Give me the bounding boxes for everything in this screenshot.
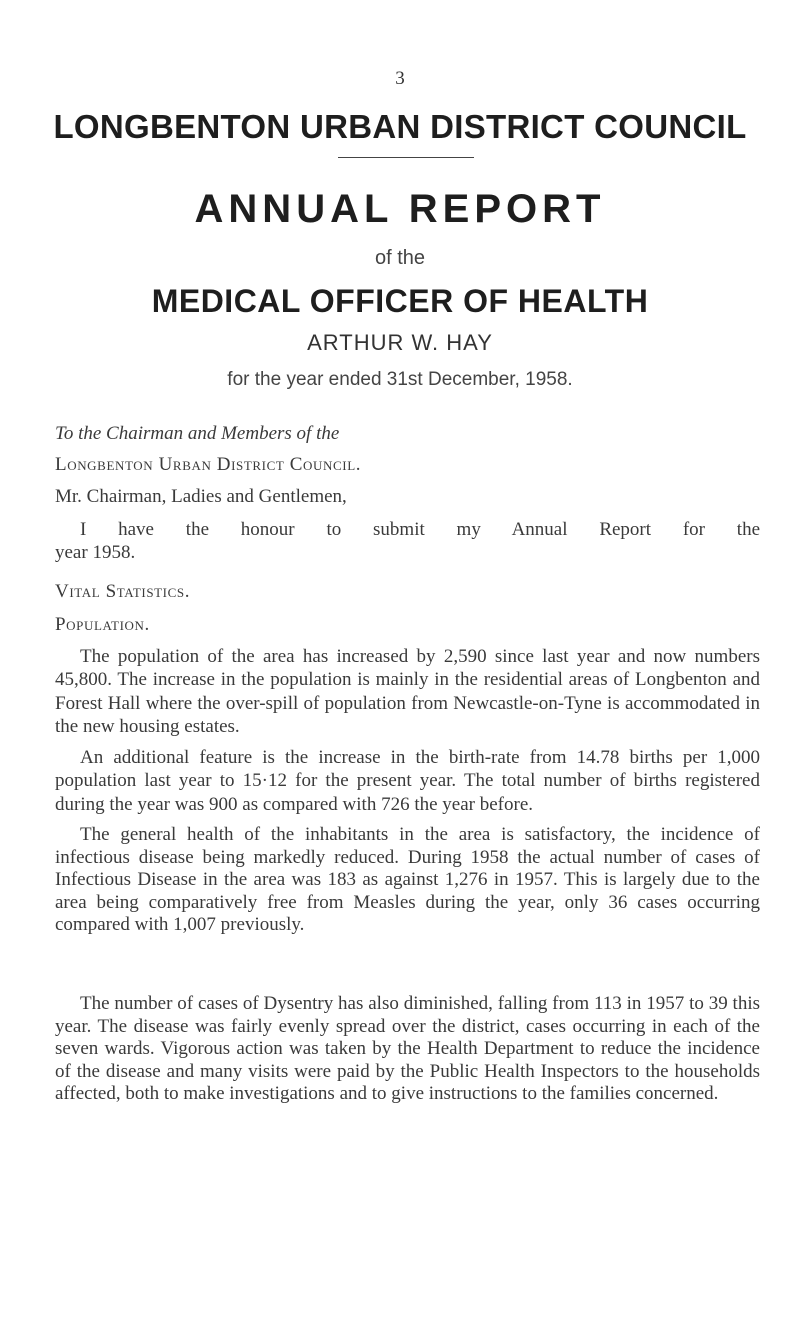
intro-line-1: I have the honour to submit my Annual Report for the: [80, 519, 760, 540]
paragraph-dysentry: The number of cases of Dysentry has also diminished, falling from 113 in 1957 to 39 this year. The disease was fairly evenly spread over the district, cases occurring in each of the seven wards. Vigorous action was taken by the Health Department to reduce the incidence of the disease and many visits were paid by the Public Health Inspectors to the households affected, both to make investigations and to give instructions to the families concerned.: [55, 993, 760, 1104]
section-population: Population.: [55, 614, 150, 635]
section-vital-statistics: Vital Statistics.: [55, 581, 191, 602]
address-line-1: To the Chairman and Members of the: [55, 423, 340, 444]
paragraph-birth-rate: An additional feature is the increase in the birth-rate from 14.78 births per 1,000 population last year to 15·12 for the present year. The total number of births registered during the year was 900 as compared with 726 the year before.: [55, 747, 760, 815]
address-line-2: Longbenton Urban District Council.: [55, 454, 362, 475]
salutation: Mr. Chairman, Ladies and Gentlemen,: [55, 486, 347, 507]
title-divider: [338, 157, 474, 158]
paragraph-population: The population of the area has increased by 2,590 since last year and now numbers 45,800. The increase in the population is mainly in the residential areas of Longbenton and Forest Hall where the over-spill of population from Newcastle-on-Tyne is accommodated in the new housing estates.: [55, 646, 760, 737]
of-the-label: of the: [374, 247, 426, 269]
page-number: 3: [395, 68, 405, 89]
report-title: ANNUAL REPORT: [194, 187, 606, 231]
council-name: LONGBENTON URBAN DISTRICT COUNCIL: [53, 108, 747, 145]
intro-line-2: year 1958.: [55, 542, 136, 563]
report-period: for the year ended 31st December, 1958.: [227, 369, 573, 390]
author-name: ARTHUR W. HAY: [307, 330, 493, 355]
officer-title: MEDICAL OFFICER OF HEALTH: [151, 283, 649, 319]
paragraph-general-health: The general health of the inhabitants in the area is satisfactory, the incidence of infectious disease being markedly reduced. During 1958 the actual number of cases of Infectious Disease in the area was 183 as against 1,276 in 1957. This is largely due to the area being comparatively free from Measles during the year, only 36 cases occurring compared with 1,007 previously.: [55, 824, 760, 935]
